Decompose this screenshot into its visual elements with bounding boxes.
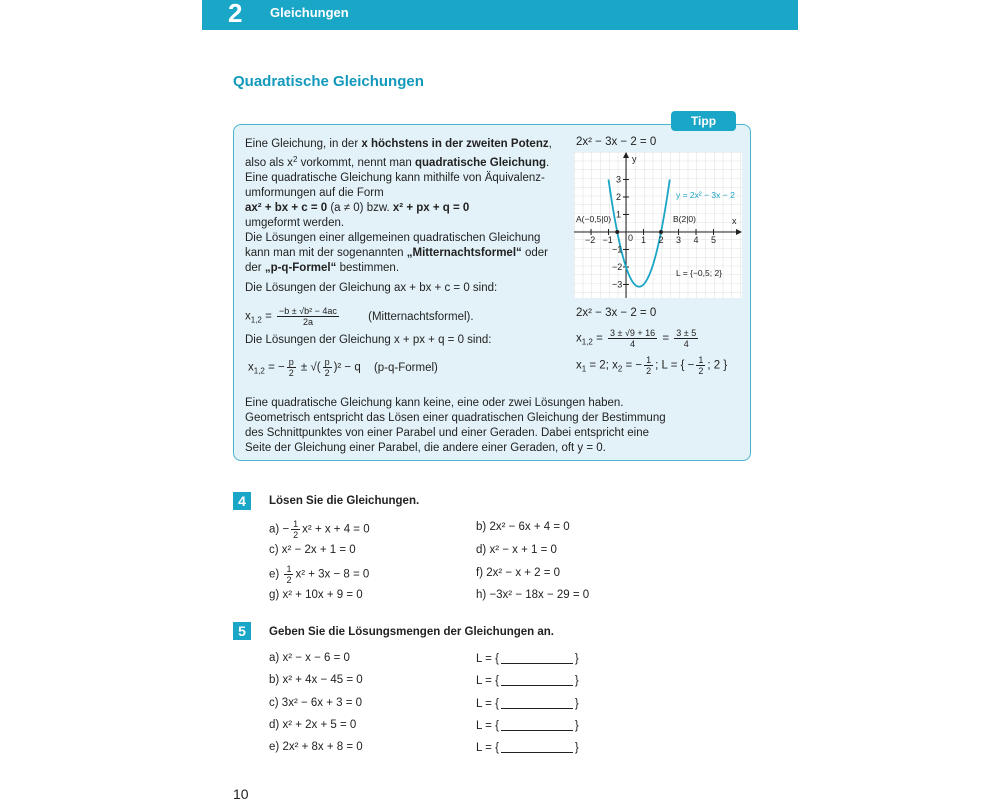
point-b-label: B(2|0) [673,214,696,224]
svg-text:−3: −3 [612,279,623,290]
y-axis-label: y [632,154,637,164]
exercise-5-item-e: e) 2x² + 8x + 8 = 0 [269,741,363,753]
example-equation-top: 2x² − 3x − 2 = 0 [576,136,657,148]
svg-text:1: 1 [641,235,647,245]
exercise-5-item-c: c) 3x² − 6x + 3 = 0 [269,697,363,709]
exercise-5-title: Geben Sie die Lösungsmengen der Gleichungen an. [269,626,554,638]
x-axis-label: x [732,216,737,226]
exercise-5-number: 5 [233,622,251,640]
svg-text:1: 1 [616,209,622,220]
svg-text:3: 3 [616,174,622,185]
origin-label: 0 [628,233,634,243]
svg-text:5: 5 [711,235,717,245]
exercise-5-answer-a[interactable]: L = { } [476,653,579,665]
point-a [615,230,619,234]
exercise-4-item-b: b) 2x² − 6x + 4 = 0 [476,521,570,533]
svg-text:−2: −2 [585,235,596,245]
exercise-4-item-a: a) − $\frac{1}{2}$ x² + x + 4 = 0 [269,519,370,540]
exercise-4-item-e: e) $\frac{1}{2}$ x² + 3x − 8 = 0 [269,564,370,585]
theory-text: Eine Gleichung, in der x höchstens in der zweiten Potenz, also als $x^2$ vorkommt, nennt man quadratische Gleichung. Eine quadratische Gleichung kann mithilfe von Äquivalenz- umformungen auf die Form ax² + bx + c = 0 (a ≠ 0) bzw. x² + px + q = 0 umgeformt werden. Die Lösungen einer allgemeinen quadratischen Gleichung kann man mit der sogenannten „Mitternachtsformel“ oder der „p-q-Formel“ bestimmen. [245,138,552,274]
exercise-4-item-g: g) x² + 10x + 9 = 0 [269,589,363,601]
exercise-5-item-d: d) x² + 2x + 5 = 0 [269,719,357,731]
pq-formula: $x_{1,2}$ = − $\frac{p}{2}$ ± √( $\frac{p}{2}$ )² − q (p-q-Formel) [248,357,438,378]
exercise-4-item-h: h) −3x² − 18x − 29 = 0 [476,589,590,601]
svg-text:−1: −1 [602,235,613,245]
example-equation-bottom: 2x² − 3x − 2 = 0 [576,307,657,319]
exercise-4-item-d: d) x² − x + 1 = 0 [476,544,557,556]
chapter-title: Gleichungen [270,5,349,20]
midnight-formula: $x_{1,2}$ = $\frac{\text{−b ± √b² − 4ac}}{2a}$ (Mitternachtsformel). [245,306,474,327]
exercise-4-item-c: c) x² − 2x + 1 = 0 [269,544,356,556]
exercise-5-answer-d[interactable]: L = { } [476,720,579,732]
exercise-4-number: 4 [233,492,251,510]
page-number: 10 [233,786,249,802]
point-b [659,230,663,234]
exercise-4-title: Lösen Sie die Gleichungen. [269,495,420,507]
theory-summary: Eine quadratische Gleichung kann keine, eine oder zwei Lösungen haben. Geometrisch entspricht das Lösen einer quadratischen Gleichung der Bestimmung des Schnittpunktes von einer Parabel und einer Geraden. Dabei entspricht eine Seite der Gleichung einer Parabel, die andere einer Geraden, oft y = 0. [245,397,666,454]
svg-text:2: 2 [616,192,622,202]
svg-text:−1: −1 [612,244,623,255]
point-a-label: A(−0,5|0) [576,214,612,224]
function-label: y = 2x² − 3x − 2 [676,190,735,200]
example-result: $x_1 = 2$; $x_2$ = − $\frac{1}{2}$ ; L = { − $\frac{1}{2}$ ; 2 } [576,355,728,376]
tip-label: Tipp [671,111,736,131]
solution-intro-1: Die Lösungen der Gleichung ax + bx + c = 0 sind: [245,282,498,294]
exercise-4-item-f: f) 2x² − x + 2 = 0 [476,567,561,579]
svg-text:4: 4 [693,235,699,245]
solution-set-label: L = {−0,5; 2} [676,268,723,278]
svg-text:−2: −2 [612,262,623,272]
svg-text:3: 3 [676,235,682,245]
section-title: Quadratische Gleichungen [233,73,424,90]
exercise-5-answer-e[interactable]: L = { } [476,742,579,754]
chapter-number: 2 [228,0,243,28]
parabola-graph [574,152,742,298]
parabola-svg [574,152,742,298]
solution-intro-2: Die Lösungen der Gleichung x + px + q = 0 sind: [245,334,492,346]
example-calculation: $x_{1,2}$ = $\frac{3 \pm √9 + 16}{4}$ = $\frac{3 \pm 5}{4}$ [576,328,697,349]
exercise-5-item-a: a) x² − x − 6 = 0 [269,652,350,664]
exercise-5-answer-c[interactable]: L = { } [476,698,579,710]
svg-text:2: 2 [658,235,664,245]
exercise-5-answer-b[interactable]: L = { } [476,675,579,687]
exercise-5-item-b: b) x² + 4x − 45 = 0 [269,674,363,686]
